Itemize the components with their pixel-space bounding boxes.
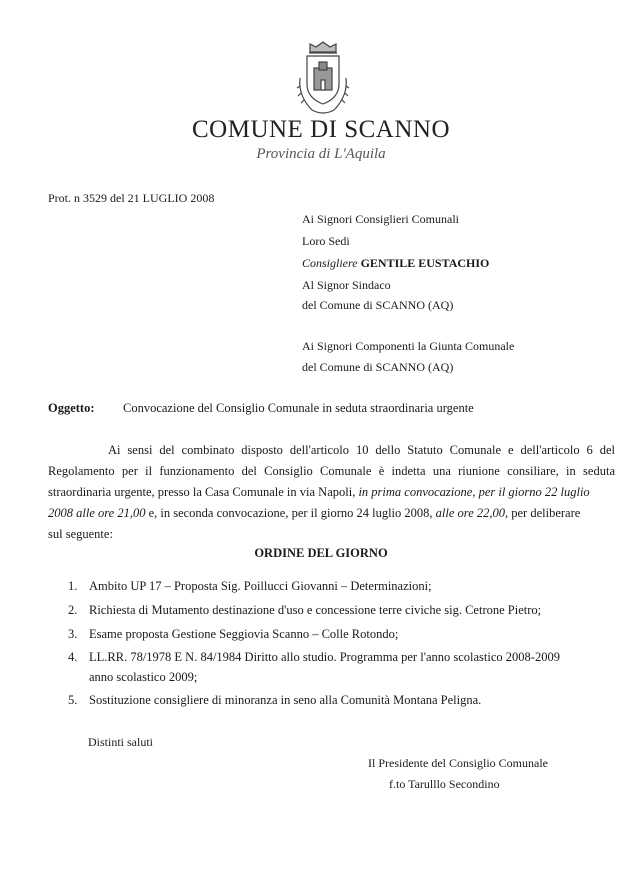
agenda-item: Ambito UP 17 – Proposta Sig. Poillucci Giovanni – Determinazioni; (89, 579, 432, 593)
body-text-italic: 2008 alle ore 21,00 (48, 506, 146, 520)
body-text-line: sul seguente: (48, 527, 113, 541)
recipient-line: del Comune di SCANNO (AQ) (302, 360, 454, 374)
body-text-line (48, 485, 590, 500)
agenda-number: 1. (68, 579, 78, 593)
recipient-line: Ai Signori Consiglieri Comunali (302, 212, 460, 226)
agenda-item: Richiesta di Mutamento destinazione d'uso e concessione terre civiche sig. Cetrone Pietro; (89, 603, 542, 617)
agenda-heading: ORDINE DEL GIORNO (254, 546, 388, 560)
municipality-title: COMUNE DI SCANNO (191, 116, 450, 143)
agenda-item: Esame proposta Gestione Seggiovia Scanno – Colle Rotondo; (89, 627, 399, 641)
agenda-number: 3. (68, 627, 78, 641)
protocol-number: Prot. n 3529 del 21 LUGLIO 2008 (48, 191, 215, 205)
body-text-line: Regolamento per il funzionamento del Consiglio Comunale è indetta una riunione consiliare, in seduta (48, 464, 615, 478)
body-text-segment: e, in seconda convocazione, per il giorno 24 luglio 2008, (148, 506, 433, 520)
recipient-line: Ai Signori Componenti la Giunta Comunale (302, 339, 515, 353)
subject-label: Oggetto: (48, 401, 95, 415)
recipient-line: Al Signor Sindaco (302, 278, 391, 292)
closing-greeting: Distinti saluti (88, 735, 154, 749)
body-text-italic: in prima convocazione, per il giorno 22 luglio (358, 485, 590, 499)
recipient-line: del Comune di SCANNO (AQ) (302, 298, 454, 312)
agenda-number: 5. (68, 693, 78, 707)
signatory-title: Il Presidente del Consiglio Comunale (368, 756, 548, 770)
agenda-item-continuation: anno scolastico 2009; (89, 670, 198, 684)
subject-text: Convocazione del Consiglio Comunale in seduta straordinaria urgente (123, 401, 474, 415)
body-text-segment: straordinaria urgente, presso la Casa Comunale in via Napoli, (48, 485, 356, 499)
body-text-line (48, 506, 580, 521)
municipal-crest (290, 38, 356, 120)
agenda-number: 4. (68, 650, 78, 664)
body-text-italic: alle ore 22,00 (435, 506, 505, 520)
recipient-line: Loro Sedi (302, 234, 350, 248)
signatory-name: f.to Tarulllo Secondino (389, 777, 500, 791)
agenda-number: 2. (68, 603, 78, 617)
recipient-consigliere (302, 256, 489, 271)
agenda-item: Sostituzione consigliere di minoranza in seno alla Comunità Montana Peligna. (89, 693, 482, 707)
consigliere-name: GENTILE EUSTACHIO (360, 256, 490, 270)
agenda-item: LL.RR. 78/1978 E N. 84/1984 Diritto allo studio. Programma per l'anno scolastico 2008-2009 (89, 650, 560, 664)
consigliere-prefix: Consigliere (302, 256, 358, 270)
body-text-segment: , per deliberare (505, 506, 581, 520)
body-text-line: Ai sensi del combinato disposto dell'articolo 10 dello Statuto Comunale e dell'articolo 6 del (108, 443, 615, 457)
province-subtitle: Provincia di L'Aquila (256, 146, 386, 162)
